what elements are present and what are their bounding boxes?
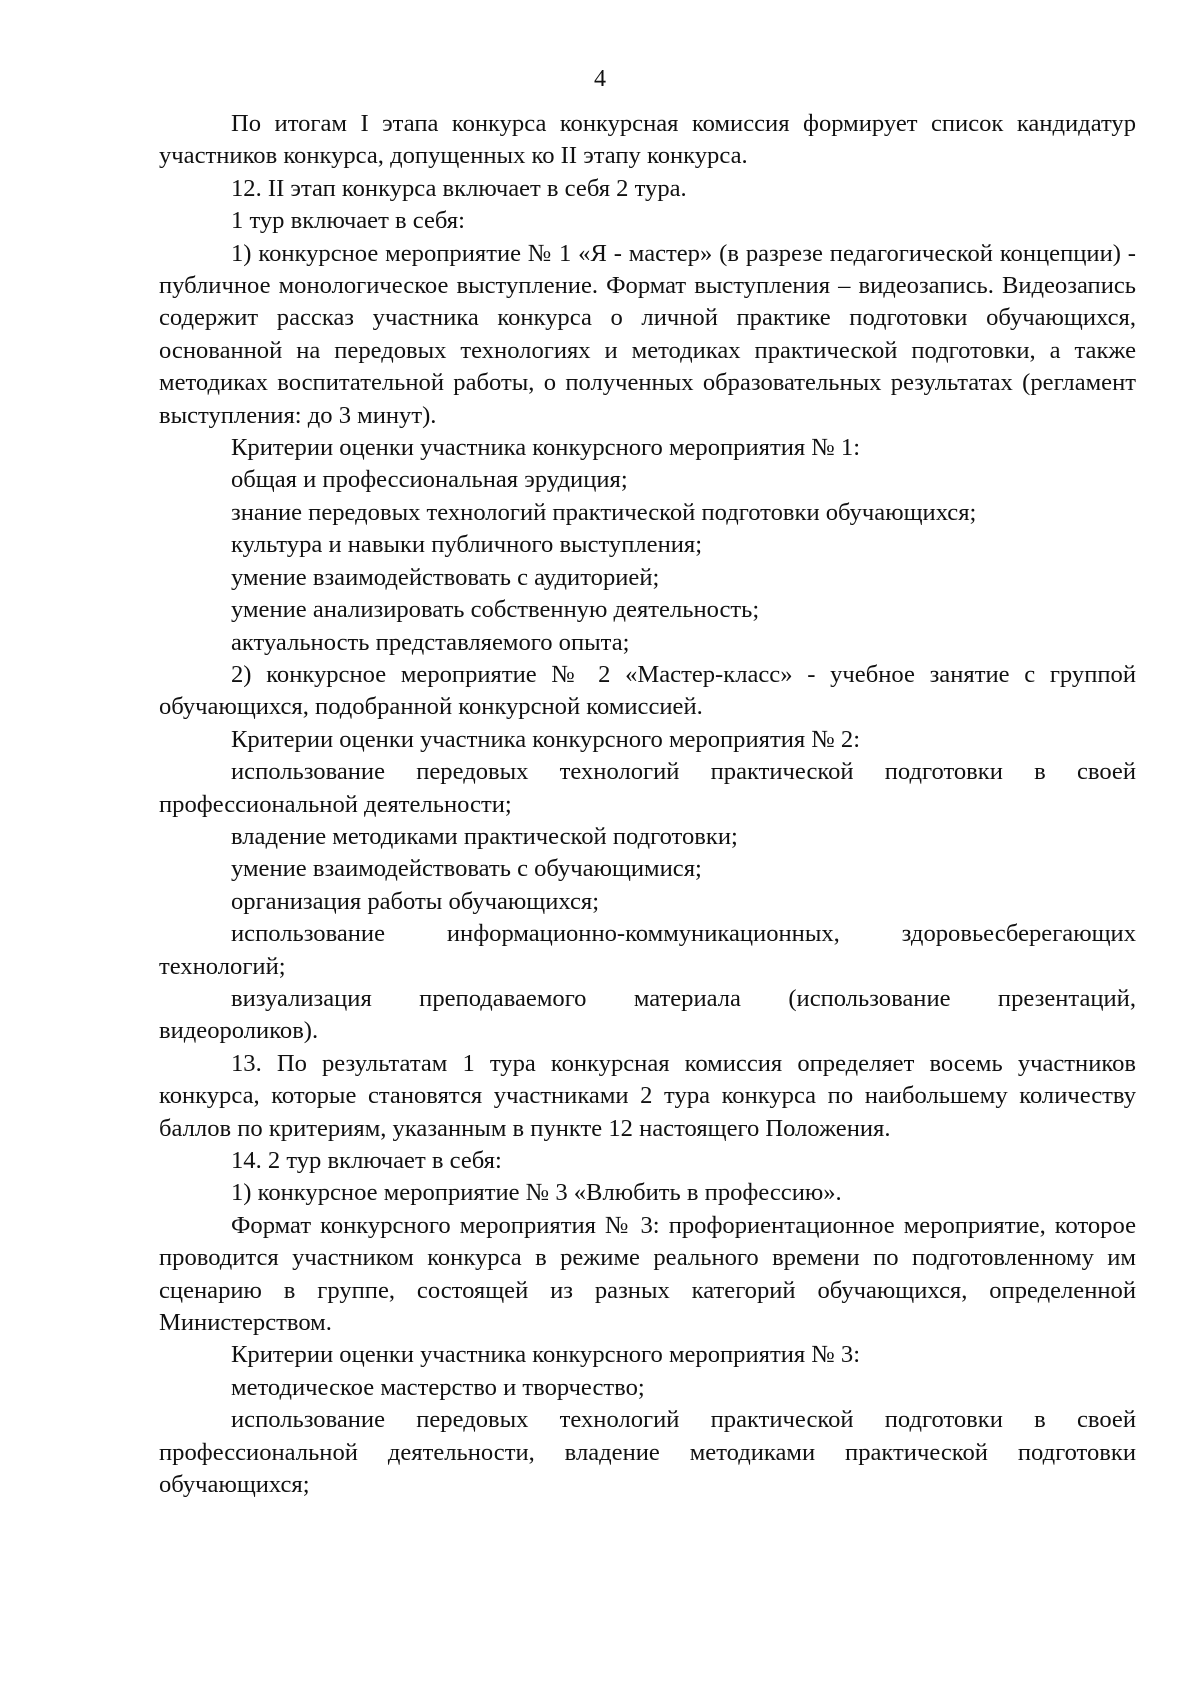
criteria-item: актуальность представляемого опыта; bbox=[231, 628, 630, 656]
paragraph-stage1-results: По итогам I этапа конкурса конкурсная комиссия формирует список кандидатур участников конкурса, допущенных ко II этапу конкурса. bbox=[159, 110, 1136, 170]
paragraph-criteria-2-heading: Критерии оценки участника конкурсного мероприятия № 2: bbox=[231, 725, 861, 753]
criteria-item: умение анализировать собственную деятельность; bbox=[231, 596, 760, 624]
paragraph-event-3: 1) конкурсное мероприятие № 3 «Влюбить в профессию». bbox=[231, 1179, 842, 1207]
criteria-item: умение взаимодействовать с обучающимися; bbox=[231, 855, 702, 883]
criteria-item: культура и навыки публичного выступления; bbox=[231, 531, 703, 559]
paragraph-event-1: 1) конкурсное мероприятие № 1 «Я - мастер» (в разрезе педагогической концепции) - публичное монологическое выступление. Формат выступления – видеозапись. Видеозапись содержит рассказ участника конкурса о личной практике подготовки обучающихся, основанной на передовых технологиях и методиках практической подготовки, а также методиках воспитательной работы, о полученных образовательных результатах (регламент выступления: до 3 минут). bbox=[159, 239, 1136, 429]
document-body bbox=[159, 108, 1136, 1501]
criteria-item: организация работы обучающихся; bbox=[231, 887, 600, 915]
paragraph-item-12: 12. II этап конкурса включает в себя 2 тура. bbox=[231, 174, 687, 202]
criteria-item: общая и профессиональная эрудиция; bbox=[231, 466, 628, 494]
paragraph-item-13: 13. По результатам 1 тура конкурсная комиссия определяет восемь участников конкурса, которые становятся участниками 2 тура конкурса по наибольшему количеству баллов по критериям, указанным в пункте 12 настоящего Положения. bbox=[159, 1049, 1136, 1142]
paragraph-criteria-3-heading: Критерии оценки участника конкурсного мероприятия № 3: bbox=[231, 1341, 861, 1369]
criteria-item: методическое мастерство и творчество; bbox=[231, 1373, 645, 1401]
paragraph-event-3-format: Формат конкурсного мероприятия № 3: профориентационное мероприятие, которое проводится участником конкурса в режиме реального времени по подготовленному им сценарию в группе, состоящей из разных категорий обучающихся, определенной Министерством. bbox=[159, 1211, 1136, 1337]
criteria-item: умение взаимодействовать с аудиторией; bbox=[231, 563, 660, 591]
criteria-item: знание передовых технологий практической подготовки обучающихся; bbox=[231, 498, 977, 526]
criteria-item: владение методиками практической подготовки; bbox=[231, 822, 738, 850]
criteria-item: использование передовых технологий практической подготовки в своей профессиональной деятельности, владение методиками практической подготовки обучающихся; bbox=[159, 1406, 1136, 1499]
page-number: 4 bbox=[594, 66, 606, 92]
criteria-item: использование информационно-коммуникационных, здоровьесберегающих технологий; bbox=[159, 920, 1136, 980]
paragraph-tour1-intro: 1 тур включает в себя: bbox=[231, 207, 465, 235]
paragraph-criteria-1-heading: Критерии оценки участника конкурсного мероприятия № 1: bbox=[231, 434, 861, 462]
criteria-item: визуализация преподаваемого материала (использование презентаций, видеороликов). bbox=[159, 984, 1136, 1045]
paragraph-event-2: 2) конкурсное мероприятие № 2 «Мастер-класс» - учебное занятие с группой обучающихся, подобранной конкурсной комиссией. bbox=[159, 660, 1136, 721]
paragraph-item-14: 14. 2 тур включает в себя: bbox=[231, 1147, 502, 1174]
criteria-item: использование передовых технологий практической подготовки в своей профессиональной деятельности; bbox=[159, 758, 1136, 818]
